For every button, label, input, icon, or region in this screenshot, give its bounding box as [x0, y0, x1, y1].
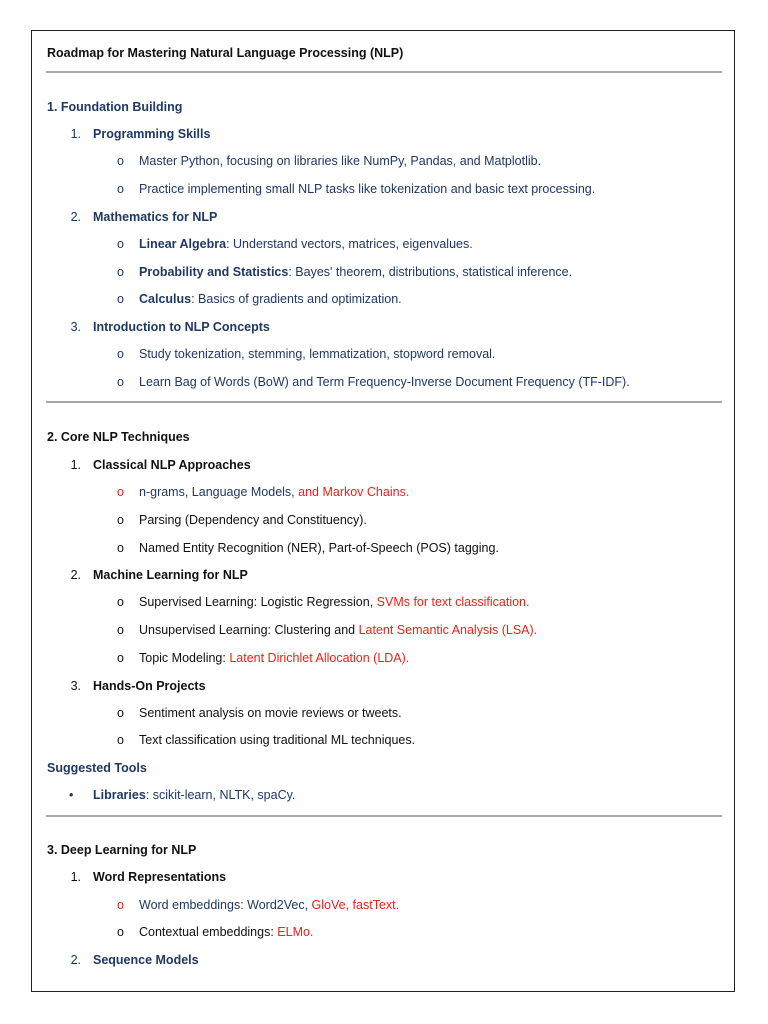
bullet: o	[117, 485, 124, 499]
list-item	[139, 924, 313, 940]
item-text-highlight: ELMo.	[277, 925, 314, 939]
list-item: Text classification using traditional ML techniques.	[139, 733, 416, 747]
list-number: 3.	[70, 320, 81, 334]
list-item: Study tokenization, stemming, lemmatization, stopword removal.	[139, 347, 496, 361]
bullet: o	[117, 182, 124, 196]
bullet: o	[117, 375, 124, 389]
item-text: Word embeddings: Word2Vec,	[139, 898, 312, 912]
list-item	[139, 622, 537, 638]
document-page	[31, 30, 735, 992]
bullet: o	[117, 706, 124, 720]
divider	[46, 401, 722, 403]
bullet: o	[117, 347, 124, 361]
list-item: Practice implementing small NLP tasks like tokenization and basic text processing.	[139, 182, 596, 196]
term: Linear Algebra	[139, 237, 227, 251]
divider	[46, 815, 722, 817]
list-item	[93, 787, 295, 803]
bullet: o	[117, 651, 124, 665]
item-text-highlight: and Markov Chains.	[298, 485, 410, 499]
bullet: o	[117, 623, 124, 637]
item-text-highlight: Latent Semantic Analysis (LSA).	[358, 623, 538, 637]
subheading-machine-learning: Machine Learning for NLP	[93, 568, 248, 582]
bullet: o	[117, 292, 124, 306]
bullet: •	[69, 788, 74, 802]
bullet: o	[117, 898, 124, 912]
bullet: o	[117, 925, 124, 939]
item-text: Supervised Learning: Logistic Regression,	[139, 595, 377, 609]
term: Libraries	[93, 788, 146, 802]
bullet: o	[117, 237, 124, 251]
term: Calculus	[139, 292, 192, 306]
list-item	[139, 236, 473, 252]
item-text: : Bayes' theorem, distributions, statistical inference.	[288, 265, 573, 279]
divider	[46, 71, 722, 73]
list-number: 2.	[70, 568, 81, 582]
item-text: Contextual embeddings:	[139, 925, 278, 939]
list-item	[139, 897, 399, 913]
list-item	[139, 484, 409, 500]
subheading-nlp-concepts: Introduction to NLP Concepts	[93, 320, 270, 334]
subheading-word-representations: Word Representations	[93, 870, 227, 884]
bullet: o	[117, 541, 124, 555]
list-number: 2.	[70, 953, 81, 967]
item-text: n-grams, Language Models,	[139, 485, 299, 499]
item-text-highlight: SVMs for text classification.	[376, 595, 530, 609]
item-text: Unsupervised Learning: Clustering and	[139, 623, 359, 637]
term: Probability and Statistics	[139, 265, 289, 279]
item-text: : Understand vectors, matrices, eigenvalues.	[226, 237, 473, 251]
list-number: 2.	[70, 210, 81, 224]
list-item	[139, 594, 529, 610]
item-text-highlight: Latent Dirichlet Allocation (LDA).	[229, 651, 410, 665]
bullet: o	[117, 733, 124, 747]
list-item: Learn Bag of Words (BoW) and Term Frequency-Inverse Document Frequency (TF-IDF).	[139, 375, 630, 389]
bullet: o	[117, 595, 124, 609]
subheading-mathematics: Mathematics for NLP	[93, 210, 218, 224]
section-1-heading: 1. Foundation Building	[47, 100, 183, 114]
bullet: o	[117, 265, 124, 279]
list-number: 1.	[70, 127, 81, 141]
list-item: Sentiment analysis on movie reviews or tweets.	[139, 706, 402, 720]
list-item: Master Python, focusing on libraries like NumPy, Pandas, and Matplotlib.	[139, 154, 542, 168]
list-number: 1.	[70, 870, 81, 884]
subheading-hands-on-projects: Hands-On Projects	[93, 679, 206, 693]
item-text: : Basics of gradients and optimization.	[191, 292, 402, 306]
list-item: Parsing (Dependency and Constituency).	[139, 513, 367, 527]
item-text: Topic Modeling:	[139, 651, 230, 665]
item-text: : scikit-learn, NLTK, spaCy.	[145, 788, 296, 802]
list-item	[139, 650, 409, 666]
bullet: o	[117, 154, 124, 168]
subheading-sequence-models: Sequence Models	[93, 953, 199, 967]
list-number: 1.	[70, 458, 81, 472]
list-item	[139, 291, 402, 307]
list-item: Named Entity Recognition (NER), Part-of-Speech (POS) tagging.	[139, 541, 499, 555]
list-item	[139, 264, 572, 280]
item-text-highlight: GloVe, fastText.	[311, 898, 400, 912]
subheading-classical-nlp: Classical NLP Approaches	[93, 458, 251, 472]
bullet: o	[117, 513, 124, 527]
section-2-heading: 2. Core NLP Techniques	[47, 430, 190, 444]
suggested-tools-heading: Suggested Tools	[47, 761, 147, 775]
section-3-heading: 3. Deep Learning for NLP	[47, 843, 197, 857]
document-title: Roadmap for Mastering Natural Language Processing (NLP)	[47, 46, 404, 60]
subheading-programming-skills: Programming Skills	[93, 127, 211, 141]
list-number: 3.	[70, 679, 81, 693]
